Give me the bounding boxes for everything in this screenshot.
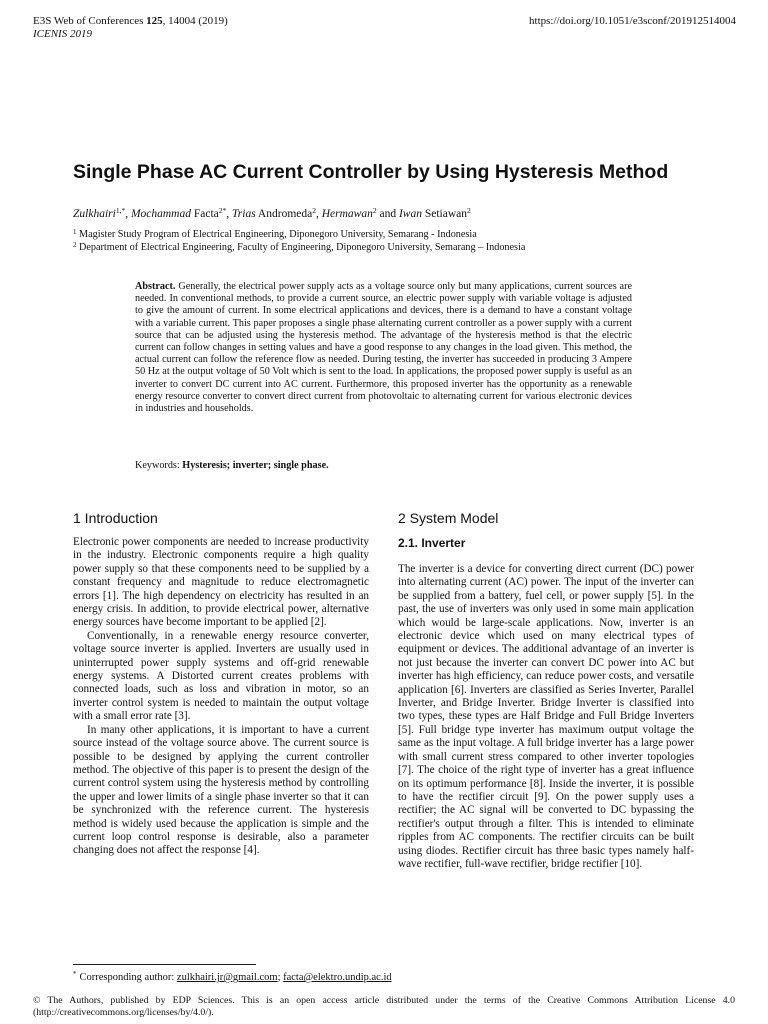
intro-paragraph-1: Electronic power components are needed to increase productivity in the industry. Electronic components require a high quality power supply so that these components need to be supplied by a constant frequency and magnitude to reduce electromagnetic errors [1]. The high dependency on electricity has resulted in an energy crisis. In addition, to provide electrical power, alternative energy sources have become important to be applied [2]. [73, 536, 369, 629]
author-separator: and [376, 208, 399, 220]
journal-name: E3S Web of Conferences [33, 15, 144, 27]
author-email-link-1[interactable]: zulkhairi.jr@gmail.com [176, 972, 278, 983]
section-heading-introduction: 1 Introduction [73, 510, 158, 526]
author-2 [131, 208, 232, 220]
intro-paragraph-3: In many other applications, it is important to have a current source instead of the voltage source above. The current source is possible to be designed by applying the current controller method. The objective of this paper is to present the design of the current control system using the hysteresis method by controlling the upper and lower limits of a single phase inverter so that it can be synchronized with the reference current. The hysteresis method is widely used because the application is simple and the current loop control response is desirable, also a parameter changing does not affect the response [4]. [73, 723, 369, 857]
author-1 [73, 208, 131, 220]
author-given-name: Trias [232, 208, 256, 220]
author-affiliation-mark: 2 [372, 206, 377, 215]
footnote-label: Corresponding author: [79, 972, 175, 983]
footnote-separator: ; [277, 972, 281, 983]
abstract [135, 281, 632, 415]
keywords-label: Keywords: [135, 460, 180, 471]
keywords [135, 460, 329, 472]
right-column [398, 510, 694, 871]
author-given-name: Zulkhairi [73, 208, 116, 220]
left-column [73, 510, 369, 858]
doi-link[interactable]: https://doi.org/10.1051/e3sconf/201912514004 [529, 15, 736, 27]
inverter-paragraph: The inverter is a device for converting direct current (DC) power into alternating current (AC) power. The input of the inverter can be supplied from a battery, fuel cell, or power supply [5]. In the past, the use of inverters was only used in some main application which would be large-scale applications. Now, inverter is an electronic device which used on many electrical types of equipment or devices. The additional advantage of an inverter is not just because the inverter can convert DC power into AC but inverter has high efficiency, can reduce power costs, and versatile application [6]. Inverters are classified as Series Inverter, Parallel Inverter, and Bridge Inverter. Bridge Inverter is classified into two types, these types are Half Bridge and Full Bridge Inverters [5]. Full bridge type inverter has maximum output voltage the same as the input voltage. A full bridge inverter has a large power with small current stress compared to other inverter topologies [7]. The choice of the right type of inverter has a great influence on its optimum performance [8]. Inside the inverter, it is possible to have the rectifier circuit [9]. On the power supply uses a rectifier; the AC signal will be converted to DC bypassing the rectifier's output through a filter. This is intended to eliminate ripples from AC components. The rectifier circuits can be built using diodes. Rectifier circuit has three basic types namely half-wave rectifier, full-wave rectifier, bridge rectifier [10]. [398, 563, 694, 870]
footnote-rule [73, 964, 256, 965]
affiliation-2-mark: 2 [73, 241, 77, 249]
author-list [73, 204, 471, 221]
journal-citation: E3S Web of Conferences 125, 14004 (2019) [33, 15, 228, 27]
author-affiliation-mark: 2 [312, 206, 316, 215]
license-notice: © The Authors, published by EDP Sciences. This is an open access article distributed under the terms of the Creative Commons Attribution License 4.0 (http://creativecommons.org/licenses/by/4.0/). [33, 995, 735, 1018]
author-separator: , [226, 208, 233, 220]
abstract-label: Abstract. [135, 281, 176, 292]
author-separator: , [125, 208, 131, 220]
author-affiliation-mark: 1,* [115, 206, 126, 215]
affiliation-1-text: Magister Study Program of Electrical Engineering, Diponegoro University, Semarang - Indonesia [79, 229, 477, 240]
affiliation-2-text: Department of Electrical Engineering, Faculty of Engineering, Diponegoro University, Semarang – Indonesia [79, 242, 526, 253]
footnote [73, 968, 392, 984]
affiliation-2 [73, 239, 525, 254]
intro-paragraph-2: Conventionally, in a renewable energy resource converter, voltage source inverter is applied. Inverters are usually used in uninterrupted power supply systems and off-grid renewable energy systems. A Distorted current creates problems with connected loads, such as loss and vibration in motor, so an inverter control system is needed to maintain the output voltage with a small error rate [3]. [73, 629, 369, 723]
author-3 [232, 208, 322, 220]
article-number: 14004 [168, 15, 196, 27]
author-family-name: Facta [190, 208, 219, 220]
author-affiliation-mark: 2 [466, 206, 471, 215]
author-4 [322, 208, 399, 220]
running-header-left [33, 15, 228, 41]
journal-year: (2019) [198, 15, 228, 27]
affiliation-1-mark: 1 [73, 228, 77, 236]
author-given-name: Iwan [398, 208, 422, 220]
abstract-text: Generally, the electrical power supply acts as a voltage source only but many applications, current sources are needed. In conventional methods, to provide a current source, an electric power supply with variable voltage is adjusted to give the amount of current. In some electrical applications and devices, there is a demand to have a constant voltage with a variable current. This paper proposes a single phase alternating current controller as a power supply with a current source that can be adjusted using the hysteresis method. The advantage of the hysteresis method is that the electric current can follow changes in setting values and have a good response to any changes in the load given. This method, the actual current can follow the reference flow as needed. During testing, the inverter has succeeded in producing 3 Ampere 50 Hz at the output voltage of 50 Volt which is sent to the load. In applications, the proposed power supply is useful as an inverter to convert DC current into AC current. Furthermore, this proposed inverter has the opportunity as a renewable energy resource converter to convert direct current from photovoltaic to alternating current for various electronic devices in industries and households. [135, 281, 632, 415]
author-family-name: Setiawan [421, 208, 467, 220]
author-affiliation-mark: 2* [218, 206, 227, 215]
author-given-name: Hermawan [321, 208, 373, 220]
conference-name: ICENIS 2019 [33, 28, 92, 40]
author-5 [399, 208, 471, 220]
subsection-heading-inverter: 2.1. Inverter [398, 536, 466, 550]
paper-title: Single Phase AC Current Controller by Using Hysteresis Method [73, 161, 669, 183]
keywords-text: Hysteresis; inverter; single phase. [182, 460, 329, 471]
footnote-mark: * [73, 970, 77, 978]
author-separator: , [315, 208, 322, 220]
author-given-name: Mochammad [130, 208, 191, 220]
author-family-name: Andromeda [255, 208, 313, 220]
section-heading-system-model: 2 System Model [398, 510, 499, 526]
journal-volume: 125 [146, 15, 163, 27]
author-email-link-2[interactable]: facta@elektro.undip.ac.id [283, 972, 392, 983]
